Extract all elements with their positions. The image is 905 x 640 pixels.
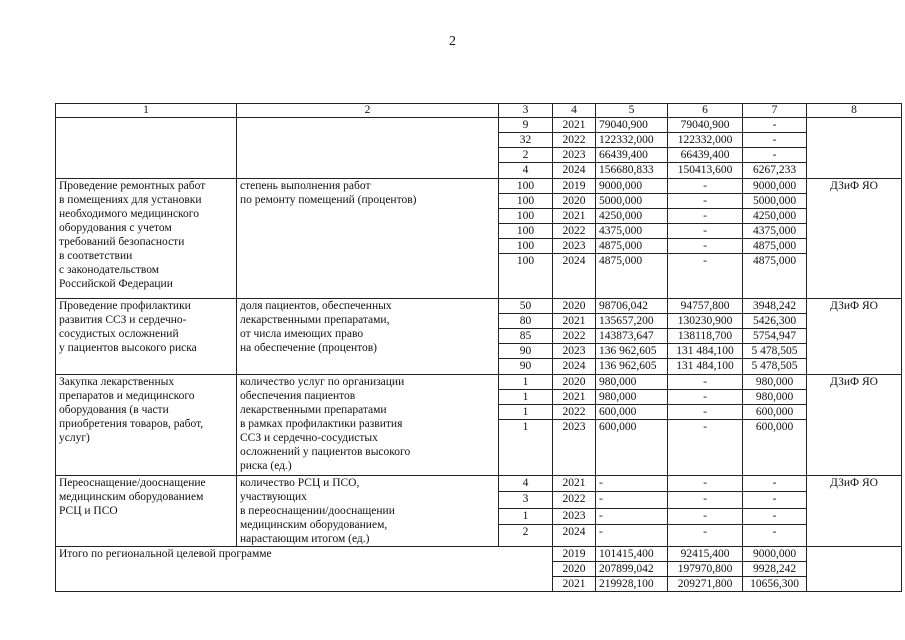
header-cell: 1 bbox=[56, 104, 237, 118]
target-value-cell: 100 bbox=[499, 224, 553, 239]
total-amount-cell: 79040,900 bbox=[596, 118, 668, 133]
regional-amount-cell: 5 478,505 bbox=[743, 359, 807, 375]
page-number: 2 bbox=[449, 34, 456, 49]
federal-amount-cell: 94757,800 bbox=[668, 299, 743, 314]
regional-amount-cell: - bbox=[743, 148, 807, 163]
federal-amount-cell: - bbox=[668, 405, 743, 420]
year-cell: 2023 bbox=[553, 344, 596, 359]
year-cell: 2023 bbox=[553, 509, 596, 525]
target-value-cell: 80 bbox=[499, 314, 553, 329]
federal-amount-cell: 66439,400 bbox=[668, 148, 743, 163]
responsible-cell: ДЗиФ ЯО bbox=[807, 299, 902, 375]
target-value-cell: 9 bbox=[499, 118, 553, 133]
regional-amount-cell: - bbox=[743, 509, 807, 525]
table-row bbox=[56, 375, 902, 390]
federal-amount-cell: - bbox=[668, 476, 743, 492]
year-cell: 2022 bbox=[553, 133, 596, 148]
regional-amount-cell: 5000,000 bbox=[743, 194, 807, 209]
activity-cell: Закупка лекарственных препаратов и медицинского оборудования (в части приобретения товаров, работ, услуг) bbox=[56, 375, 237, 476]
header-cell: 5 bbox=[596, 104, 668, 118]
federal-amount-cell: - bbox=[668, 375, 743, 390]
header-row bbox=[56, 104, 902, 118]
federal-amount-cell: - bbox=[668, 224, 743, 239]
total-amount-cell: - bbox=[596, 492, 668, 509]
total-amount-cell: 600,000 bbox=[596, 420, 668, 476]
target-value-cell: 100 bbox=[499, 194, 553, 209]
indicator-cell: степень выполнения работ по ремонту помещений (процентов) bbox=[237, 179, 499, 299]
year-cell: 2021 bbox=[553, 209, 596, 224]
federal-amount-cell: - bbox=[668, 254, 743, 299]
year-cell: 2020 bbox=[553, 375, 596, 390]
target-value-cell: 2 bbox=[499, 525, 553, 547]
activity-cell: Переоснащение/дооснащение медицинским оборудованием РСЦ и ПСО bbox=[56, 476, 237, 547]
total-amount-cell: 9000,000 bbox=[596, 179, 668, 194]
regional-amount-cell: 3948,242 bbox=[743, 299, 807, 314]
target-value-cell: 90 bbox=[499, 359, 553, 375]
federal-amount-cell: - bbox=[668, 239, 743, 254]
total-amount-cell: 98706,042 bbox=[596, 299, 668, 314]
total-amount-cell: 4875,000 bbox=[596, 239, 668, 254]
federal-amount-cell: - bbox=[668, 209, 743, 224]
table-row bbox=[56, 299, 902, 314]
target-value-cell: 100 bbox=[499, 209, 553, 224]
regional-amount-cell: 9000,000 bbox=[743, 547, 807, 562]
indicator-cell: количество РСЦ и ПСО, участвующих в переоснащении/дооснащении медицинским оборудованием, нарастающим итогом (ед.) bbox=[237, 476, 499, 547]
target-value-cell: 1 bbox=[499, 405, 553, 420]
total-amount-cell: 207899,042 bbox=[596, 562, 668, 577]
total-amount-cell: 5000,000 bbox=[596, 194, 668, 209]
regional-amount-cell: 5 478,505 bbox=[743, 344, 807, 359]
total-amount-cell: 66439,400 bbox=[596, 148, 668, 163]
target-value-cell: 1 bbox=[499, 420, 553, 476]
indicator-cell: доля пациентов, обеспеченных лекарственными препаратами, от числа имеющих право на обеспечение (процентов) bbox=[237, 299, 499, 375]
federal-amount-cell: - bbox=[668, 492, 743, 509]
header-cell: 6 bbox=[668, 104, 743, 118]
total-amount-cell: 101415,400 bbox=[596, 547, 668, 562]
header-cell: 3 bbox=[499, 104, 553, 118]
target-value-cell: 85 bbox=[499, 329, 553, 344]
activity-cell bbox=[56, 118, 237, 179]
header-cell: 4 bbox=[553, 104, 596, 118]
regional-amount-cell: 4875,000 bbox=[743, 254, 807, 299]
federal-amount-cell: - bbox=[668, 179, 743, 194]
activity-cell: Проведение профилактики развития ССЗ и сердечно- сосудистых осложнений у пациентов высокого риска bbox=[56, 299, 237, 375]
regional-amount-cell: 4375,000 bbox=[743, 224, 807, 239]
program-table bbox=[55, 103, 902, 592]
federal-amount-cell: 122332,000 bbox=[668, 133, 743, 148]
year-cell: 2021 bbox=[553, 390, 596, 405]
regional-amount-cell: - bbox=[743, 492, 807, 509]
federal-amount-cell: - bbox=[668, 420, 743, 476]
federal-amount-cell: 130230,900 bbox=[668, 314, 743, 329]
target-value-cell: 100 bbox=[499, 239, 553, 254]
target-value-cell: 2 bbox=[499, 148, 553, 163]
total-amount-cell: 136 962,605 bbox=[596, 359, 668, 375]
indicator-cell bbox=[237, 118, 499, 179]
regional-amount-cell: 600,000 bbox=[743, 405, 807, 420]
total-amount-cell: 122332,000 bbox=[596, 133, 668, 148]
year-cell: 2021 bbox=[553, 314, 596, 329]
regional-amount-cell: 10656,300 bbox=[743, 577, 807, 592]
regional-amount-cell: 5426,300 bbox=[743, 314, 807, 329]
total-amount-cell: 143873,647 bbox=[596, 329, 668, 344]
year-cell: 2022 bbox=[553, 492, 596, 509]
total-amount-cell: 600,000 bbox=[596, 405, 668, 420]
regional-amount-cell: - bbox=[743, 133, 807, 148]
federal-amount-cell: - bbox=[668, 525, 743, 547]
target-value-cell: 32 bbox=[499, 133, 553, 148]
year-cell: 2019 bbox=[553, 179, 596, 194]
regional-amount-cell: 9928,242 bbox=[743, 562, 807, 577]
activity-cell: Проведение ремонтных работ в помещениях для установки необходимого медицинского оборудования с учетом требований безопасности в соответствии с законодательством Российской Федерации bbox=[56, 179, 237, 299]
year-cell: 2019 bbox=[553, 547, 596, 562]
year-cell: 2020 bbox=[553, 562, 596, 577]
year-cell: 2023 bbox=[553, 239, 596, 254]
regional-amount-cell: 4875,000 bbox=[743, 239, 807, 254]
target-value-cell: 90 bbox=[499, 344, 553, 359]
regional-amount-cell: 980,000 bbox=[743, 390, 807, 405]
responsible-cell bbox=[807, 118, 902, 179]
total-amount-cell: 980,000 bbox=[596, 375, 668, 390]
year-cell: 2020 bbox=[553, 194, 596, 209]
table-row bbox=[56, 118, 902, 133]
year-cell: 2023 bbox=[553, 148, 596, 163]
target-value-cell: 100 bbox=[499, 179, 553, 194]
regional-amount-cell: 600,000 bbox=[743, 420, 807, 476]
target-value-cell: 50 bbox=[499, 299, 553, 314]
year-cell: 2022 bbox=[553, 224, 596, 239]
header-cell: 8 bbox=[807, 104, 902, 118]
regional-amount-cell: - bbox=[743, 476, 807, 492]
table-row bbox=[56, 179, 902, 194]
responsible-cell: ДЗиФ ЯО bbox=[807, 476, 902, 547]
federal-amount-cell: 79040,900 bbox=[668, 118, 743, 133]
regional-amount-cell: - bbox=[743, 118, 807, 133]
indicator-cell: количество услуг по организации обеспечения пациентов лекарственными препаратами в рамках профилактики развития ССЗ и сердечно-сосудистых осложнений у пациентов высокого риска (ед.) bbox=[237, 375, 499, 476]
target-value-cell: 1 bbox=[499, 375, 553, 390]
regional-amount-cell: 5754,947 bbox=[743, 329, 807, 344]
total-amount-cell: 4375,000 bbox=[596, 224, 668, 239]
total-amount-cell: - bbox=[596, 509, 668, 525]
federal-amount-cell: 209271,800 bbox=[668, 577, 743, 592]
federal-amount-cell: - bbox=[668, 509, 743, 525]
header-cell: 2 bbox=[237, 104, 499, 118]
total-amount-cell: - bbox=[596, 476, 668, 492]
federal-amount-cell: 150413,600 bbox=[668, 163, 743, 179]
year-cell: 2024 bbox=[553, 254, 596, 299]
year-cell: 2023 bbox=[553, 420, 596, 476]
federal-amount-cell: 92415,400 bbox=[668, 547, 743, 562]
year-cell: 2024 bbox=[553, 525, 596, 547]
federal-amount-cell: - bbox=[668, 194, 743, 209]
federal-amount-cell: 131 484,100 bbox=[668, 344, 743, 359]
header-cell: 7 bbox=[743, 104, 807, 118]
year-cell: 2024 bbox=[553, 163, 596, 179]
target-value-cell: 3 bbox=[499, 492, 553, 509]
target-value-cell: 100 bbox=[499, 254, 553, 299]
year-cell: 2021 bbox=[553, 118, 596, 133]
regional-amount-cell: 9000,000 bbox=[743, 179, 807, 194]
total-amount-cell: - bbox=[596, 525, 668, 547]
total-amount-cell: 135657,200 bbox=[596, 314, 668, 329]
year-cell: 2024 bbox=[553, 359, 596, 375]
total-amount-cell: 136 962,605 bbox=[596, 344, 668, 359]
regional-amount-cell: 6267,233 bbox=[743, 163, 807, 179]
total-amount-cell: 156680,833 bbox=[596, 163, 668, 179]
total-amount-cell: 4875,000 bbox=[596, 254, 668, 299]
total-label-cell: Итого по региональной целевой программе bbox=[56, 547, 553, 592]
federal-amount-cell: 138118,700 bbox=[668, 329, 743, 344]
empty-cell bbox=[807, 547, 902, 592]
federal-amount-cell: - bbox=[668, 390, 743, 405]
year-cell: 2022 bbox=[553, 405, 596, 420]
responsible-cell: ДЗиФ ЯО bbox=[807, 375, 902, 476]
regional-amount-cell: 4250,000 bbox=[743, 209, 807, 224]
table-row bbox=[56, 476, 902, 492]
federal-amount-cell: 131 484,100 bbox=[668, 359, 743, 375]
year-cell: 2022 bbox=[553, 329, 596, 344]
total-amount-cell: 980,000 bbox=[596, 390, 668, 405]
regional-amount-cell: - bbox=[743, 525, 807, 547]
target-value-cell: 4 bbox=[499, 476, 553, 492]
federal-amount-cell: 197970,800 bbox=[668, 562, 743, 577]
year-cell: 2020 bbox=[553, 299, 596, 314]
target-value-cell: 4 bbox=[499, 163, 553, 179]
target-value-cell: 1 bbox=[499, 390, 553, 405]
total-amount-cell: 219928,100 bbox=[596, 577, 668, 592]
year-cell: 2021 bbox=[553, 476, 596, 492]
regional-amount-cell: 980,000 bbox=[743, 375, 807, 390]
target-value-cell: 1 bbox=[499, 509, 553, 525]
year-cell: 2021 bbox=[553, 577, 596, 592]
total-row bbox=[56, 547, 902, 562]
responsible-cell: ДЗиФ ЯО bbox=[807, 179, 902, 299]
total-amount-cell: 4250,000 bbox=[596, 209, 668, 224]
